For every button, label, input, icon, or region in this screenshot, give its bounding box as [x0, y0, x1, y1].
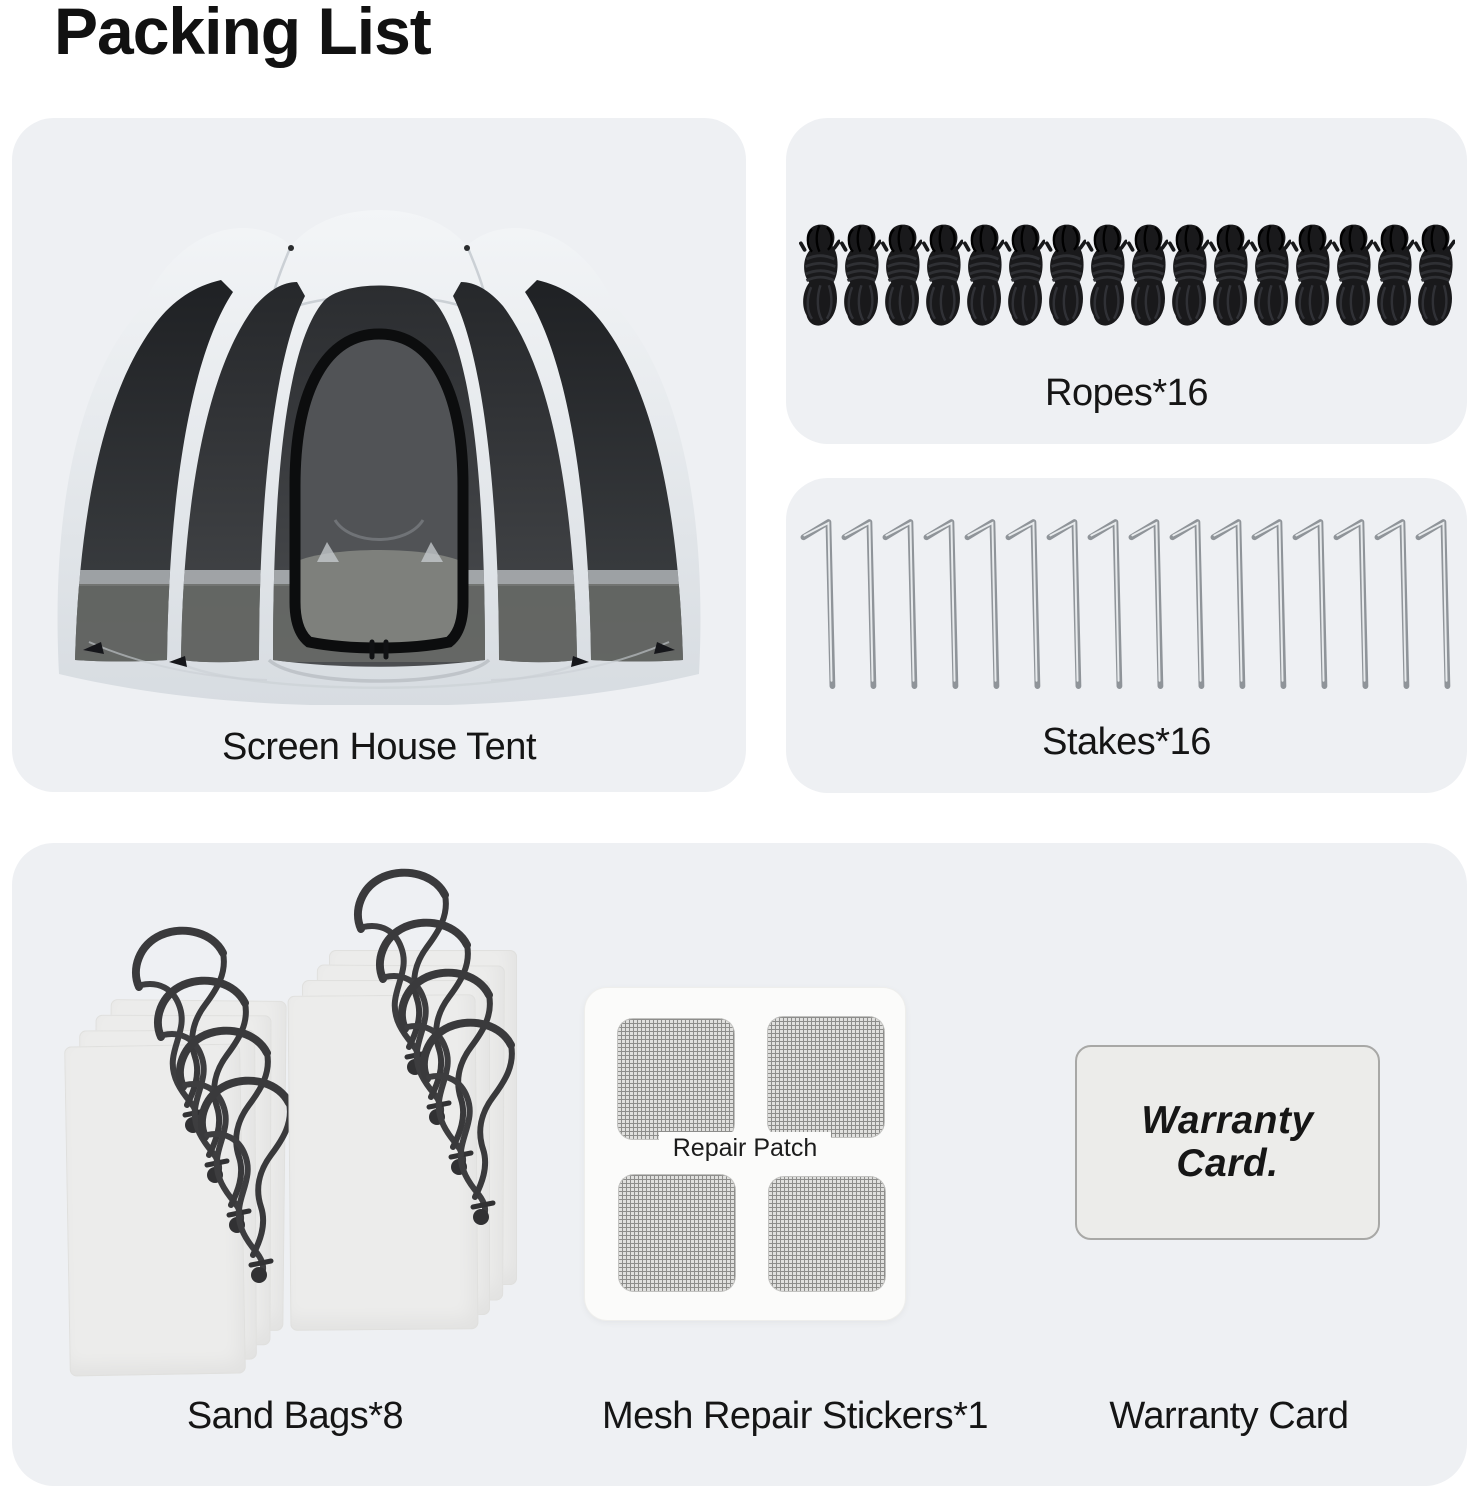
warranty-card-text: Warranty Card. — [1141, 1098, 1314, 1185]
rope-bundle-icon — [1004, 220, 1045, 330]
ropes-row — [786, 220, 1467, 330]
rope-bundle-icon — [1168, 220, 1209, 330]
ropes-card — [786, 118, 1467, 444]
stake-icon — [1209, 502, 1250, 699]
stake-icon — [1373, 502, 1414, 699]
sandbag-stack — [289, 867, 539, 1342]
stake-icon — [1045, 502, 1086, 699]
rope-bundle-icon — [1086, 220, 1127, 330]
sandbags-label: Sand Bags*8 — [186, 1395, 404, 1437]
tent-card — [12, 118, 746, 792]
stake-icon — [1127, 502, 1168, 699]
rope-bundle-icon — [922, 220, 963, 330]
rope-bundle-icon — [799, 220, 840, 330]
stake-icon — [799, 502, 840, 699]
rope-bundle-icon — [1373, 220, 1414, 330]
warranty-card-graphic — [1075, 1045, 1380, 1240]
ropes-label: Ropes*16 — [1045, 372, 1208, 414]
sandbags-group — [67, 867, 537, 1397]
rope-bundle-icon — [1414, 220, 1455, 330]
rope-bundle-icon — [1127, 220, 1168, 330]
mesh-square — [617, 1018, 735, 1140]
tent-label: Screen House Tent — [222, 726, 536, 768]
stakes-label: Stakes*16 — [1042, 721, 1211, 763]
rope-bundle-icon — [881, 220, 922, 330]
stake-icon — [881, 502, 922, 699]
warranty-label: Warranty Card — [1109, 1395, 1349, 1437]
rope-bundle-icon — [1332, 220, 1373, 330]
stake-icon — [1332, 502, 1373, 699]
accessories-card — [12, 843, 1467, 1486]
sandbag-hook-icon — [417, 1017, 535, 1229]
rope-bundle-icon — [1209, 220, 1250, 330]
screen-house-tent-illustration — [29, 190, 729, 705]
stake-icon — [963, 502, 1004, 699]
page-title: Packing List — [54, 0, 431, 68]
rope-bundle-icon — [963, 220, 1004, 330]
repair-patch-sheet — [585, 988, 905, 1320]
stake-icon — [1414, 502, 1455, 699]
stake-icon — [922, 502, 963, 699]
stakes-card — [786, 478, 1467, 793]
mesh-square — [768, 1176, 886, 1292]
repair-patch-title: Repair Patch — [585, 1134, 905, 1163]
rope-bundle-icon — [1291, 220, 1332, 330]
stake-icon — [1168, 502, 1209, 699]
stake-icon — [1291, 502, 1332, 699]
sandbag-stack — [67, 925, 307, 1395]
stakes-row — [786, 502, 1467, 699]
mesh-stickers-label: Mesh Repair Stickers*1 — [601, 1395, 989, 1437]
stake-icon — [1250, 502, 1291, 699]
stake-icon — [840, 502, 881, 699]
mesh-square — [618, 1174, 736, 1292]
rope-bundle-icon — [1250, 220, 1291, 330]
mesh-square — [767, 1016, 885, 1138]
rope-bundle-icon — [840, 220, 881, 330]
stake-icon — [1004, 502, 1045, 699]
rope-bundle-icon — [1045, 220, 1086, 330]
stake-icon — [1086, 502, 1127, 699]
